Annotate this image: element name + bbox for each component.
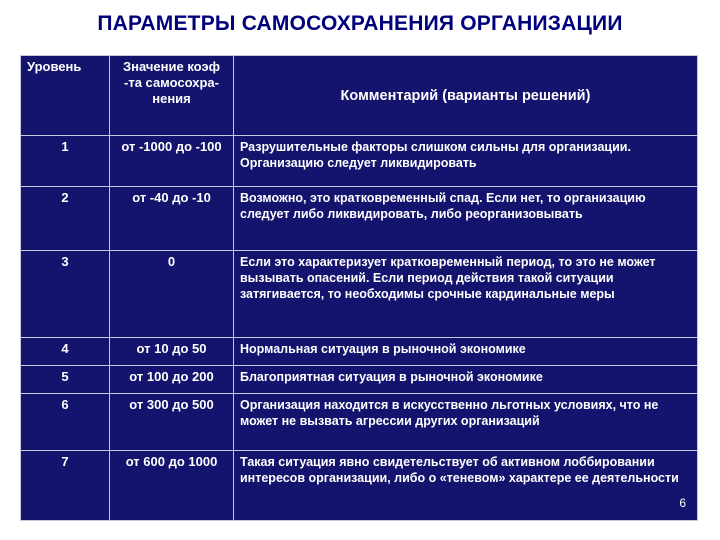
header-level: Уровень — [21, 56, 110, 136]
value-cell: от -40 до -10 — [110, 187, 234, 251]
comment-cell: Если это характеризует кратковременный период, то это не может вызывать опасений. Если период действия такой ситуации затягивается, то необходимы срочные кардинальные меры — [234, 251, 698, 338]
level-cell: 7 — [21, 451, 110, 521]
value-cell: от 300 до 500 — [110, 394, 234, 451]
value-cell: от 600 до 1000 — [110, 451, 234, 521]
level-cell: 4 — [21, 338, 110, 366]
level-cell: 5 — [21, 366, 110, 394]
page-title: ПАРАМЕТРЫ САМОСОХРАНЕНИЯ ОРГАНИЗАЦИИ — [97, 12, 623, 35]
comment-cell: Такая ситуация явно свидетельствует об активном лоббировании интересов организации, либо о «теневом» характере ее деятельности — [234, 451, 698, 521]
comment-cell: Возможно, это кратковременный спад. Если нет, то организацию следует либо ликвидировать, либо реорганизовывать — [234, 187, 698, 251]
table-row — [21, 394, 698, 451]
value-cell: от 100 до 200 — [110, 366, 234, 394]
page-number: 6 — [679, 496, 686, 510]
table-row — [21, 136, 698, 187]
comment-cell: Разрушительные факторы слишком сильны для организации. Организацию следует ликвидировать — [234, 136, 698, 187]
header-value: Значение коэф -та самосохра-нения — [110, 56, 234, 136]
level-cell: 1 — [21, 136, 110, 187]
table-row — [21, 187, 698, 251]
table-row — [21, 366, 698, 394]
header-row — [21, 56, 698, 136]
value-cell: от 10 до 50 — [110, 338, 234, 366]
comment-cell: Организация находится в искусственно льготных условиях, что не может не вызвать агрессии других организаций — [234, 394, 698, 451]
table-row — [21, 338, 698, 366]
comment-cell: Нормальная ситуация в рыночной экономике — [234, 338, 698, 366]
header-comment: Комментарий (варианты решений) — [234, 56, 698, 136]
self-preservation-table — [20, 55, 698, 521]
value-cell: от -1000 до -100 — [110, 136, 234, 187]
level-cell: 6 — [21, 394, 110, 451]
table-row — [21, 251, 698, 338]
comment-cell: Благоприятная ситуация в рыночной экономике — [234, 366, 698, 394]
level-cell: 2 — [21, 187, 110, 251]
table-row — [21, 451, 698, 521]
value-cell: 0 — [110, 251, 234, 338]
level-cell: 3 — [21, 251, 110, 338]
